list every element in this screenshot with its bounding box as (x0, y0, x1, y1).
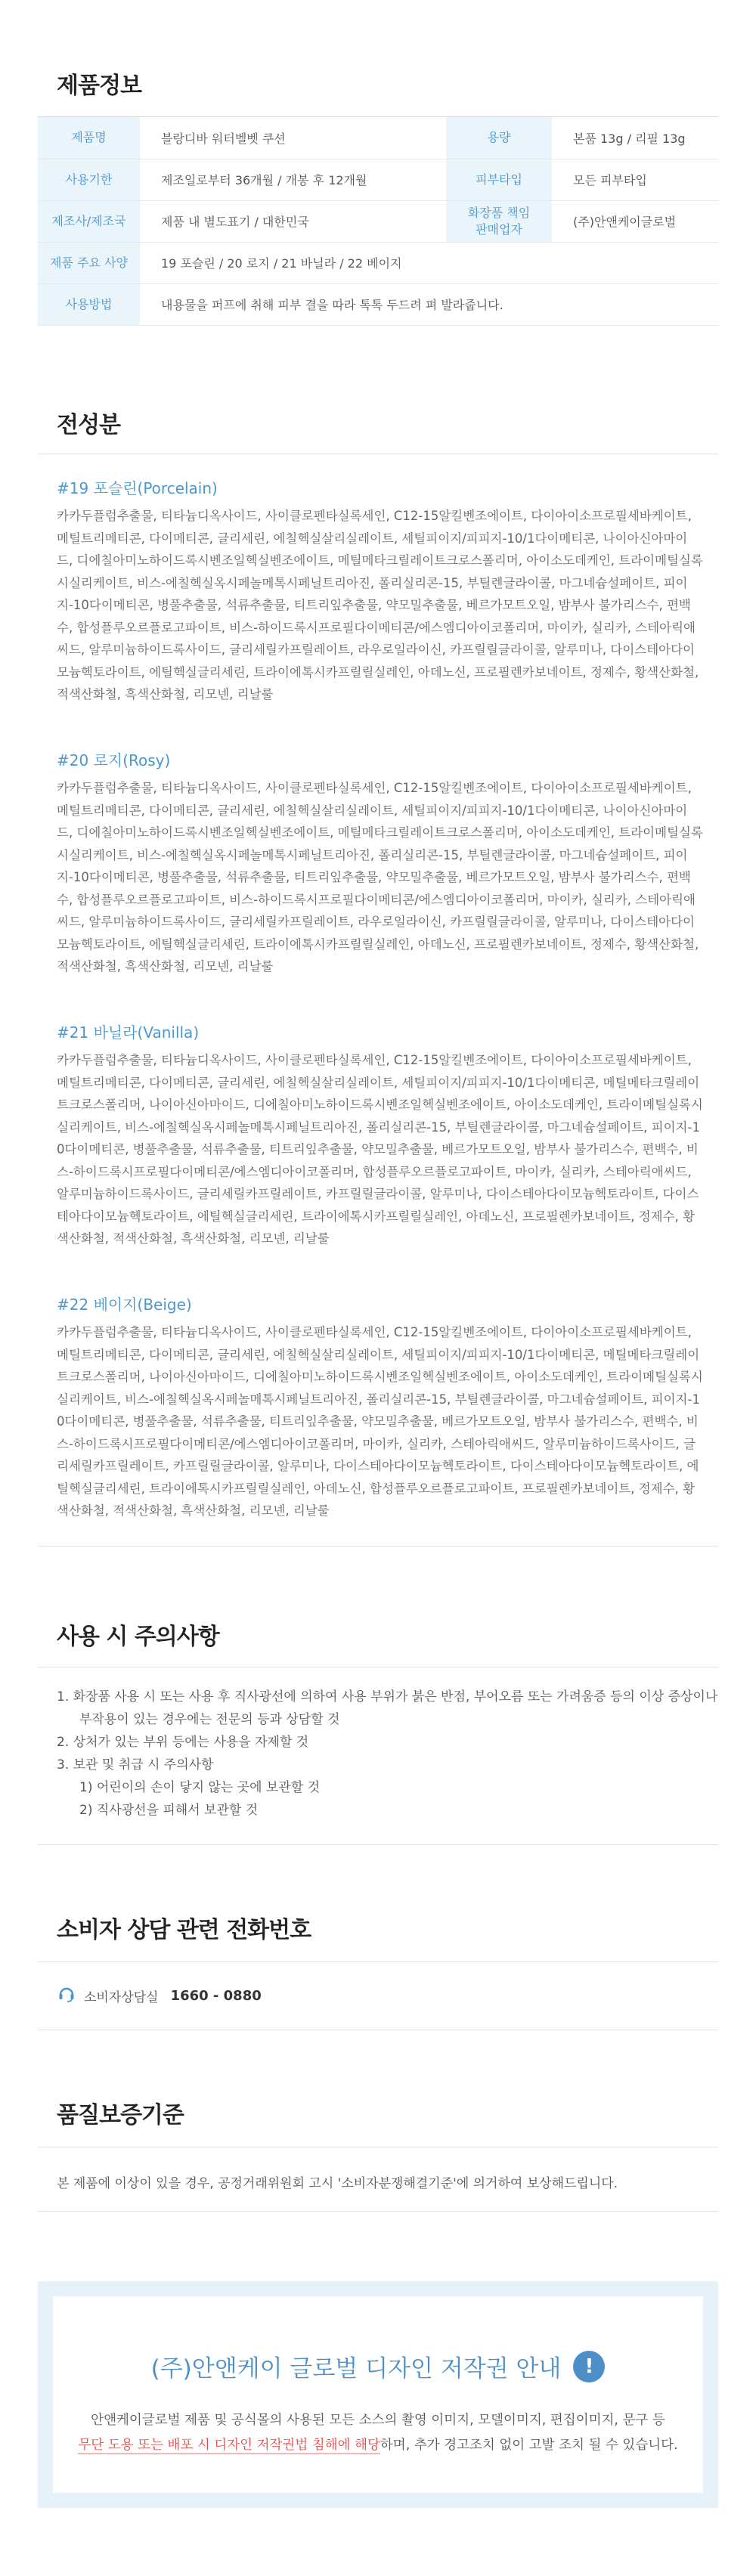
caution-item: 3. 보관 및 취급 시 주의사항 (57, 1757, 214, 1773)
value-product-name: 블랑디바 워터벨벳 쿠션 (140, 117, 446, 159)
label-spec: 제품 주요 사양 (38, 242, 140, 283)
ingredient-heading-rosy: #20 로지(Rosy) (57, 751, 171, 769)
product-info-table (38, 117, 718, 326)
copyright-title-text: (주)안앤케이 글로벌 디자인 저작권 안내 (150, 2355, 562, 2382)
ingredient-heading-vanilla: #21 바닐라(Vanilla) (57, 1023, 200, 1042)
table-row (38, 117, 718, 159)
copyright-line-1: 안앤케이글로벌 제품 및 공식몰의 사용된 모든 소스의 촬영 이미지, 모델이미지, 편집이미지, 문구 등 (91, 2413, 665, 2428)
copyright-line-2-rest: 하며, 추가 경고조치 없이 고발 조치 될 수 있습니다. (380, 2438, 678, 2453)
ingredients-title: 전성분 (57, 412, 120, 438)
divider (38, 1546, 718, 1547)
consult-number[interactable]: 1660 - 0880 (170, 1988, 262, 2004)
caution-item: 1) 어린이의 손이 닿지 않는 곳에 보관할 것 (79, 1780, 321, 1795)
table-row (38, 283, 718, 325)
label-usage: 사용방법 (38, 283, 140, 325)
value-manufacturer: 제품 내 별도표기 / 대한민국 (140, 200, 446, 242)
table-row (38, 159, 718, 200)
exclamation-icon: ! (573, 2351, 605, 2382)
copyright-warning: 무단 도용 또는 배포 시 디자인 저작권법 침해에 해당 (78, 2438, 380, 2453)
label-expiry: 사용기한 (38, 159, 140, 200)
quality-text: 본 제품에 이상이 있을 경우, 공정거래위원회 고시 '소비자분쟁해결기준'에 의거하여 보상해드립니다. (57, 2176, 618, 2191)
value-skin-type: 모든 피부타입 (552, 159, 718, 200)
caution-item: 1. 화장품 사용 시 또는 사용 후 직사광선에 의하여 사용 부위가 붉은 반점, 부어오름 또는 가려움증 등의 이상 증상이나 (57, 1689, 718, 1704)
table-row (38, 242, 718, 283)
ingredient-list-vanilla: 카카두플럼추출물, 티타늄디옥사이드, 사이클로펜타실록세인, C12-15알킬벤조에이트, 다이아이소프로필세바케이트, 메틸트리메티콘, 다이메티콘, 글리세린, 에칠헥실살리실레이트, 세틸피이지/피피지-10/1다이메티콘, 메틸메타크릴레이트크로스폴리머, 나이아신아마이드, 디에칠아미노하이드록시벤조일헥실벤조에이트, 아이소도데케인, 트라이메틸실록시실리케이트, 비스-에칠헥실옥시페놀메톡시페닐트리아진, 폴리실리콘-15, 부틸렌글라이콜, 마그네슘설페이트, 피이지-10다이메티콘, 병풀추출물, 석류추출물, 티트리잎추출물, 약모밀추출물, 베르가모트오일, 밤부사 불가리스수, 편백수, 비스-하이드록시프로필다이메티콘/에스엠디아이코폴리머, 합성플루오르플로고파이트, 마이카, 실리카, 스테아릭애씨드, 알루미늄하이드록사이드, 글리세릴카프릴레이트, 카프릴릴글라이콜, 알루미나, 다이스테아다이모늄헥토라이트, 다이스테아다이모늄헥토라이트, 에틸헥실글리세린, 트라이에톡시카프릴릴실레인, 아데노신, 프로필렌카보네이트, 정제수, 황색산화철, 적색산화철, 흑색산화철, 리모넨, 리날룰 (57, 1053, 703, 1246)
product-info-title: 제품정보 (57, 73, 141, 99)
label-manufacturer: 제조사/제조국 (38, 200, 140, 242)
caution-item: 부작용이 있는 경우에는 전문의 등과 상담할 것 (79, 1712, 340, 1727)
ingredient-list-porcelain: 카카두플럼추출물, 티타늄디옥사이드, 사이클로펜타실록세인, C12-15알킬벤조에이트, 다이아이소프로필세바케이트, 메틸트리메티콘, 다이메티콘, 글리세린, 에칠헥실살리실레이트, 세틸피이지/피피지-10/1다이메티콘, 나이아신아마이드, 디에칠아미노하이드록시벤조일헥실벤조에이트, 메틸메타크릴레이트크로스폴리머, 아이소도데케인, 트라이메틸실록시실리케이트, 비스-에칠헥실옥시페놀메톡시페닐트리아진, 폴리실리콘-15, 부틸렌글라이콜, 마그네슘설페이트, 피이지-10다이메티콘, 병풀추출물, 석류추출물, 티트리잎추출물, 약모밀추출물, 베르가모트오일, 밤부사 불가리스수, 편백수, 합성플루오르플로고파이트, 비스-하이드록시프로필다이메티콘/에스엠디아이코폴리머, 마이카, 실리카, 스테아릭애씨드, 알루미늄하이드록사이드, 글리세릴카프릴레이트, 라우로일라이신, 카프릴릴글라이콜, 알루미나, 다이스테아다이모늄헥토라이트, 에틸헥실글리세린, 트라이에톡시카프릴릴실레인, 아데노신, 프로필렌카보네이트, 정제수, 황색산화철, 적색산화철, 흑색산화철, 리모넨, 리날룰 (57, 509, 703, 701)
copyright-inner (53, 2296, 703, 2493)
divider (38, 1844, 718, 1845)
quality-title: 품질보증기준 (57, 2102, 184, 2129)
copyright-notice (38, 2281, 718, 2508)
value-spec: 19 포슬린 / 20 로지 / 21 바닐라 / 22 베이지 (140, 242, 718, 283)
value-usage: 내용물을 퍼프에 취해 피부 결을 따라 톡톡 두드려 펴 발라줍니다. (140, 283, 718, 325)
label-distributor: 화장품 책임판매업자 (446, 200, 552, 242)
content-wrapper (38, 0, 718, 2576)
caution-list (57, 1686, 717, 1822)
copyright-title (53, 2349, 703, 2383)
caution-item: 2) 직사광선을 피해서 보관할 것 (79, 1803, 259, 1818)
ingredient-heading-porcelain: #19 포슬린(Porcelain) (57, 479, 218, 497)
ingredient-heading-beige: #22 베이지(Beige) (57, 1296, 192, 1314)
divider (38, 1961, 718, 1962)
divider (38, 2211, 718, 2212)
ingredient-list-beige: 카카두플럼추출물, 티타늄디옥사이드, 사이클로펜타실록세인, C12-15알킬벤조에이트, 다이아이소프로필세바케이트, 메틸트리메티콘, 다이메티콘, 글리세린, 에칠헥실살리실레이트, 세틸피이지/피피지-10/1다이메티콘, 메틸메타크릴레이트크로스폴리머, 나이아신아마이드, 디에칠아미노하이드록시벤조일헥실벤조에이트, 아이소도데케인, 트라이메틸실록시실리케이트, 비스-에칠헥실옥시페놀메톡시페닐트리아진, 폴리실리콘-15, 부틸렌글라이콜, 마그네슘설페이트, 피이지-10다이메티콘, 병풀추출물, 석류추출물, 티트리잎추출물, 약모밀추출물, 베르가모트오일, 밤부사 불가리스수, 편백수, 비스-하이드록시프로필다이메티콘/에스엠디아이코폴리머, 마이카, 실리카, 스테아릭애씨드, 알루미늄하이드록사이드, 글리세릴카프릴레이트, 카프릴릴글라이콜, 알루미나, 다이스테아다이모늄헥토라이트, 다이스테아다이모늄헥토라이트, 에틸헥실글리세린, 트라이에톡시카프릴릴실레인, 아데노신, 합성플루오르플로고파이트, 프로필렌카보네이트, 정제수, 황색산화철, 적색산화철, 흑색산화철, 리모넨, 리날룰 (57, 1325, 703, 1518)
table-row (38, 200, 718, 242)
copyright-line-2 (53, 2435, 703, 2454)
label-capacity: 용량 (446, 117, 552, 159)
caution-item: 2. 상처가 있는 부위 등에는 사용을 자제할 것 (57, 1735, 309, 1750)
value-expiry: 제조일로부터 36개월 / 개봉 후 12개월 (140, 159, 446, 200)
consult-phone (57, 1984, 262, 2008)
consult-title: 소비자 상담 관련 전화번호 (57, 1917, 311, 1943)
value-capacity: 본품 13g / 리필 13g (552, 117, 718, 159)
caution-title: 사용 시 주의사항 (57, 1624, 219, 1650)
consult-label: 소비자상담실 (84, 1990, 159, 2005)
value-distributor: (주)안앤케이글로벌 (552, 200, 718, 242)
label-product-name: 제품명 (38, 117, 140, 159)
ingredient-list-rosy: 카카두플럼추출물, 티타늄디옥사이드, 사이클로펜타실록세인, C12-15알킬벤조에이트, 다이아이소프로필세바케이트, 메틸트리메티콘, 다이메티콘, 글리세린, 에칠헥실살리실레이트, 세틸피이지/피피지-10/1다이메티콘, 나이아신아마이드, 디에칠아미노하이드록시벤조일헥실벤조에이트, 메틸메타크릴레이트크로스폴리머, 아이소도데케인, 트라이메틸실록시실리케이트, 비스-에칠헥실옥시페놀메톡시페닐트리아진, 폴리실리콘-15, 부틸렌글라이콜, 마그네슘설페이트, 피이지-10다이메티콘, 병풀추출물, 석류추출물, 티트리잎추출물, 약모밀추출물, 베르가모트오일, 밤부사 불가리스수, 편백수, 합성플루오르플로고파이트, 비스-하이드록시프로필다이메티콘/에스엠디아이코폴리머, 마이카, 실리카, 스테아릭애씨드, 알루미늄하이드록사이드, 글리세릴카프릴레이트, 라우로일라이신, 카프릴릴글라이콜, 알루미나, 다이스테아다이모늄헥토라이트, 에틸헥실글리세린, 트라이에톡시카프릴릴실레인, 아데노신, 프로필렌카보네이트, 정제수, 황색산화철, 적색산화철, 흑색산화철, 리모넨, 리날룰 (57, 781, 703, 974)
label-skin-type: 피부타입 (446, 159, 552, 200)
headset-icon (57, 1984, 76, 2008)
